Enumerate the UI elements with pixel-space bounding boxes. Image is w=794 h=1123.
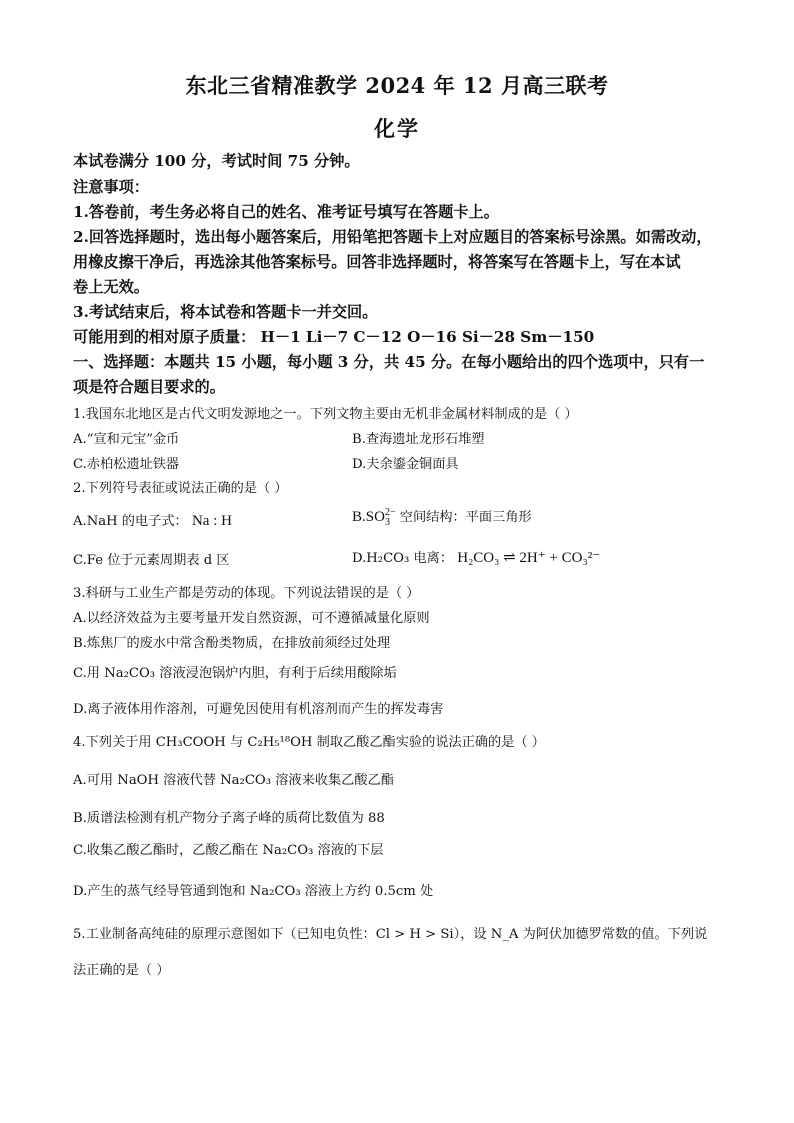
question-stem-continued: 法正确的是（ ）: [73, 963, 170, 978]
option-a: A.可用 NaOH 溶液代替 Na₂CO₃ 溶液来收集乙酸乙酯: [73, 773, 394, 788]
subject-title: 化学: [374, 116, 420, 141]
option-a: [73, 510, 232, 530]
option-text: 空间结构：平面三角形: [399, 510, 532, 525]
option-b: B.炼焦厂的废水中常含酚类物质，在排放前须经过处理: [73, 636, 391, 651]
question-stem: 3.科研与工业生产都是劳动的体现。下列说法错误的是（ ）: [73, 586, 420, 601]
option-b: B.质谱法检测有机产物分子离子峰的质荷比数值为 88: [73, 811, 385, 826]
sulfite-formula: B.SO: [352, 509, 385, 525]
option-text: D.H₂CO₃ 电离：: [352, 551, 454, 566]
option-c: C.收集乙酸乙酯时，乙酸乙酯在 Na₂CO₃ 溶液的下层: [73, 843, 384, 858]
charge-superscript: 2−: [384, 506, 396, 518]
question-stem: 2.下列符号表征或说法正确的是（ ）: [73, 481, 288, 496]
option-c: C.Fe 位于元素周期表 d 区: [73, 553, 230, 568]
question-stem: 4.下列关于用 CH₃COOH 与 C₂H₅¹⁸OH 制取乙酸乙酯实验的说法正确的是（ ）: [73, 735, 545, 750]
option-a: A.以经济效益为主要考量开发自然资源，可不遵循减量化原则: [73, 611, 430, 626]
section-line: 一、选择题：本题共 15 小题，每小题 3 分，共 45 分。在每小题给出的四个选项中，只有一: [73, 353, 705, 371]
exam-title: 东北三省精准教学 2024 年 12 月高三联考: [185, 73, 609, 98]
option-text: A.NaH 的电子式：: [73, 514, 188, 529]
atomic-mass-line: 可能用到的相对原子质量： H－1 Li－7 C－12 O－16 Si－28 Sm－150: [73, 328, 595, 346]
section-line: 项是符合题目要求的。: [73, 378, 225, 396]
instruction-line: 3.考试结束后，将本试卷和答题卡一并交回。: [73, 303, 378, 321]
option-d: D.夫余鎏金铜面具: [352, 457, 459, 472]
question-stem: 5.工业制备高纯硅的原理示意图如下（已知电负性：Cl > H > Si），设 N_A 为阿伏加德罗常数的值。下列说: [73, 927, 708, 942]
option-c: C.赤柏松遗址铁器: [73, 457, 180, 472]
instruction-line: 卷上无效。: [73, 278, 149, 296]
instruction-line: 2.回答选择题时，选出每小题答案后，用铅笔把答题卡上对应题目的答案标号涂黑。如需改动，: [73, 228, 712, 246]
option-d: [352, 547, 600, 567]
electron-formula: Na : H: [191, 513, 232, 529]
subscript: 3: [384, 516, 390, 528]
instruction-line: 1.答卷前，考生务必将自己的姓名、准考证号填写在答题卡上。: [73, 203, 499, 221]
question-stem: 1.我国东北地区是古代文明发源地之一。下列文物主要由无机非金属材料制成的是（ ）: [73, 407, 578, 422]
option-b: [352, 506, 532, 528]
option-d: D.离子液体用作溶剂，可避免因使用有机溶剂而产生的挥发毒害: [73, 702, 444, 717]
instruction-line: 用橡皮擦干净后，再选涂其他答案标号。回答非选择题时，将答案写在答题卡上，写在本试: [73, 253, 681, 271]
instruction-line: 本试卷满分 100 分，考试时间 75 分钟。: [73, 152, 360, 170]
option-d: D.产生的蒸气经导管通到饱和 Na₂CO₃ 溶液上方约 0.5cm 处: [73, 884, 434, 899]
option-c: C.用 Na₂CO₃ 溶液浸泡锅炉内胆，有利于后续用酸除垢: [73, 666, 397, 681]
option-a: A.“宣和元宝”金币: [73, 432, 180, 447]
ionization-equation: H₂CO₃ ⇌ 2H⁺ + CO₃²⁻: [457, 550, 601, 566]
instruction-line: 注意事项：: [73, 178, 149, 196]
option-b: B.查海遗址龙形石堆塑: [352, 432, 485, 447]
